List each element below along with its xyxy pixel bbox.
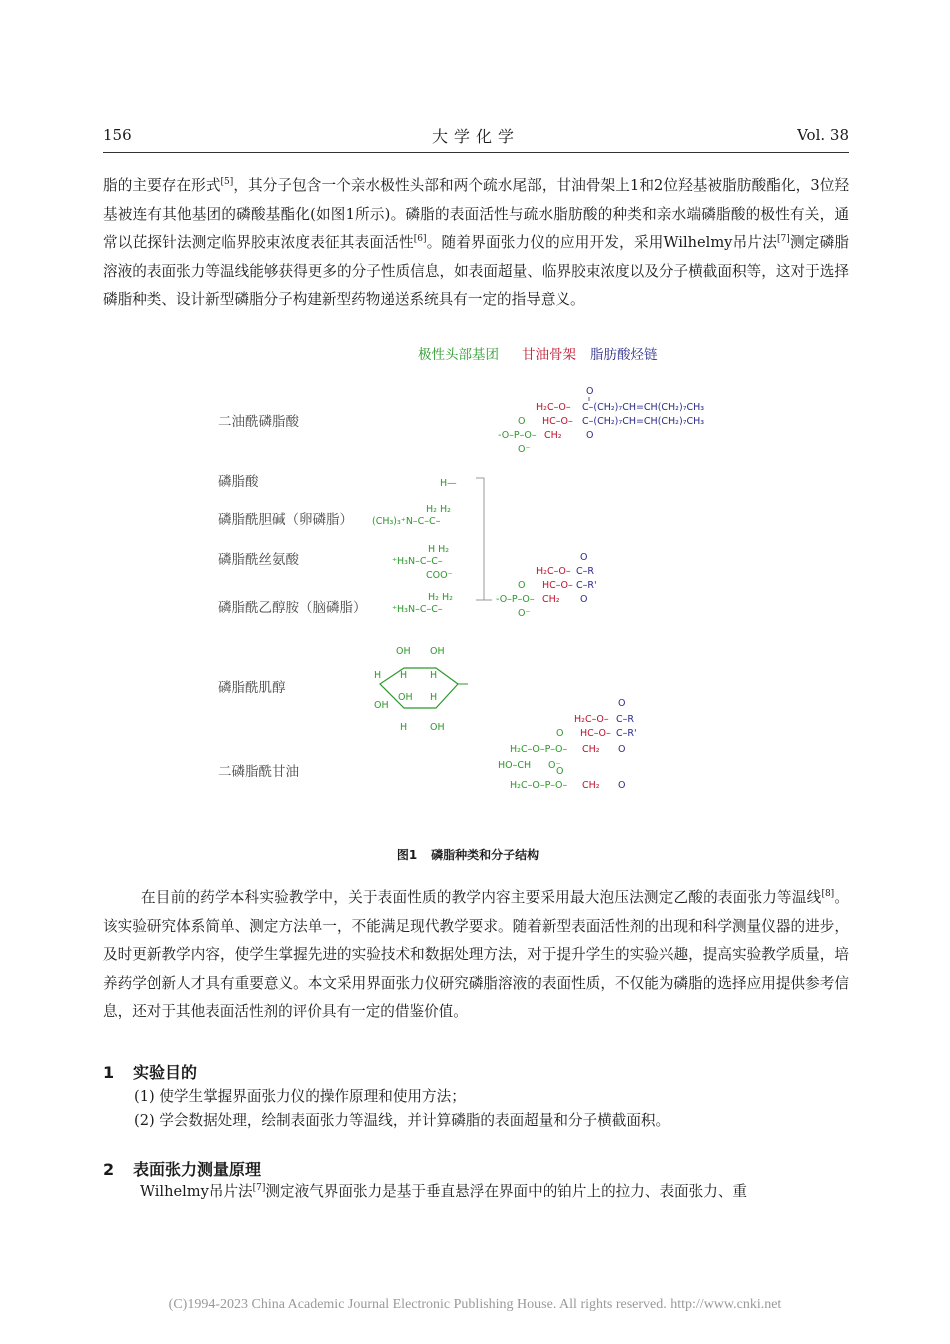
- svg-text:OH: OH: [374, 700, 389, 711]
- label-pi: 磷脂酰肌醇: [218, 680, 286, 696]
- svg-text:O: O: [556, 728, 564, 739]
- svg-text:O: O: [618, 780, 626, 791]
- svg-text:H₂ H₂: H₂ H₂: [426, 504, 451, 515]
- svg-text:-O–P–O–: -O–P–O–: [496, 594, 535, 605]
- section-1-heading: 1 实验目的: [103, 1063, 198, 1082]
- svg-text:O: O: [518, 580, 526, 591]
- svg-text:H₂C–O–P–O–: H₂C–O–P–O–: [510, 744, 568, 755]
- svg-text:C–R: C–R: [616, 714, 634, 725]
- svg-text:H: H: [374, 670, 382, 681]
- svg-text:CH₂: CH₂: [544, 430, 562, 441]
- label-pe: 磷脂酰乙醇胺（脑磷脂）: [218, 600, 367, 616]
- svg-text:C–R': C–R': [576, 580, 597, 591]
- paragraph-1: 脂的主要存在形式[5]，其分子包含一个亲水极性头部和两个疏水尾部，甘油骨架上1和2位羟基被脂肪酸酯化，3位羟基被连有其他基团的磷酸基酯化(如图1所示)。磷脂的表面活性与疏水脂肪酸的种类和亲水端磷脂酸的极性有关，通常以芘探针法测定临界胶束浓度表征其表面活性[6]。随着界面张力仪的应用开发，采用Wilhelmy吊片法[7]测定磷脂溶液的表面张力等温线能够获得更多的分子性质信息，如表面超量、临界胶束浓度以及分子横截面积等，这对于选择磷脂种类、设计新型磷脂分子构建新型药物递送系统具有一定的指导意义。: [103, 177, 849, 309]
- svg-text:HO–CH: HO–CH: [498, 760, 532, 771]
- svg-text:H H₂: H H₂: [428, 544, 450, 555]
- dopa-structure: [498, 386, 704, 455]
- svg-text:H: H: [430, 692, 438, 703]
- page-number: 156: [103, 126, 132, 144]
- citation[interactable]: [6]: [413, 234, 427, 245]
- legend-glycerol: 甘油骨架: [522, 347, 576, 363]
- svg-text:O: O: [518, 416, 526, 427]
- citation[interactable]: [7]: [252, 1183, 266, 1194]
- objective-item-2: (2) 学会数据处理，绘制表面张力等温线，并计算磷脂的表面超量和分子横截面积。: [134, 1112, 671, 1129]
- svg-text:⁺H₃N–C–C–: ⁺H₃N–C–C–: [392, 604, 443, 615]
- section-2-heading: 2 表面张力测量原理: [103, 1160, 262, 1179]
- svg-text:O⁻: O⁻: [518, 608, 531, 619]
- svg-text:H: H: [430, 670, 438, 681]
- svg-text:OH: OH: [396, 646, 411, 657]
- paragraph-2: 在目前的药学本科实验教学中，关于表面性质的教学内容主要采用最大泡压法测定乙酸的表面张力等温线[8]。该实验研究体系简单、测定方法单一，不能满足现代教学要求。随着新型表面活性剂的出现和科学测量仪器的进步，及时更新教学内容，使学生掌握先进的实验技术和数据处理方法，对于提升学生的实验兴趣，提高实验教学质量，培养药学创新人才具有重要意义。本文采用界面张力仪研究磷脂溶液的表面性质，不仅能为磷脂的选择应用提供参考信息，还对于其他表面活性剂的评价具有一定的借鉴价值。: [103, 889, 849, 1021]
- volume-label: Vol. 38: [797, 126, 849, 144]
- svg-text:CH₂: CH₂: [582, 780, 600, 791]
- svg-text:O: O: [580, 594, 588, 605]
- svg-text:H₂C–O–P–O–: H₂C–O–P–O–: [510, 780, 568, 791]
- svg-text:C–R: C–R: [576, 566, 594, 577]
- label-pc: 磷脂酰胆碱（卵磷脂）: [218, 512, 353, 528]
- svg-text:H: H: [400, 670, 408, 681]
- svg-text:OH: OH: [398, 692, 413, 703]
- dpg-structure: [498, 698, 637, 791]
- journal-title: 大学化学: [431, 127, 520, 146]
- pc-headgroup: [372, 504, 451, 527]
- copyright-footer: (C)1994-2023 China Academic Journal Electronic Publishing House. All rights reserved. http://www.cnki.net: [168, 1297, 782, 1312]
- svg-text:OH: OH: [430, 722, 445, 733]
- svg-text:H₂C–O–: H₂C–O–: [574, 714, 609, 725]
- paragraph-3: Wilhelmy吊片法[7]测定液气界面张力是基于垂直悬浮在界面中的铂片上的拉力、表面张力、重: [140, 1183, 748, 1200]
- svg-text:O: O: [618, 744, 626, 755]
- svg-text:O: O: [618, 698, 626, 709]
- figure-phospholipid-structures: [200, 338, 760, 800]
- svg-text:C–(CH₂)₇CH=CH(CH₂)₇CH₃: C–(CH₂)₇CH=CH(CH₂)₇CH₃: [582, 416, 705, 427]
- svg-text:COO⁻: COO⁻: [426, 570, 453, 581]
- svg-text:CH₂: CH₂: [542, 594, 560, 605]
- label-dpg: 二磷脂酰甘油: [218, 764, 299, 780]
- svg-text:HC–O–: HC–O–: [580, 728, 611, 739]
- objective-item-1: (1) 使学生掌握界面张力仪的操作原理和使用方法；: [134, 1088, 466, 1105]
- svg-text:H—: H—: [440, 478, 457, 489]
- label-dopa: 二油酰磷脂酸: [218, 414, 299, 430]
- legend-fatty-acid: 脂肪酸烃链: [590, 347, 658, 363]
- svg-text:C–(CH₂)₇CH=CH(CH₂)₇CH₃: C–(CH₂)₇CH=CH(CH₂)₇CH₃: [582, 402, 705, 413]
- figure-caption: 图1 磷脂种类和分子结构: [396, 848, 540, 862]
- svg-text:HC–O–: HC–O–: [542, 580, 573, 591]
- pe-headgroup: [392, 592, 453, 615]
- svg-text:⁺H₃N–C–C–: ⁺H₃N–C–C–: [392, 556, 443, 567]
- label-ps: 磷脂酰丝氨酸: [218, 552, 299, 568]
- svg-text:-O–P–O–: -O–P–O–: [498, 430, 537, 441]
- legend-polar-head: 极性头部基团: [418, 347, 499, 363]
- citation[interactable]: [7]: [777, 234, 790, 245]
- label-pa: 磷脂酸: [218, 474, 259, 490]
- svg-text:OH: OH: [430, 646, 445, 657]
- citation[interactable]: [8]: [821, 889, 835, 900]
- header-rule: [103, 152, 849, 153]
- citation[interactable]: [5]: [220, 177, 234, 188]
- pi-headgroup: [374, 646, 468, 733]
- svg-text:O⁻: O⁻: [518, 444, 531, 455]
- svg-text:HC–O–: HC–O–: [542, 416, 573, 427]
- svg-text:O: O: [580, 552, 588, 563]
- svg-text:C–R': C–R': [616, 728, 637, 739]
- ps-headgroup: [392, 544, 453, 581]
- svg-text:H₂ H₂: H₂ H₂: [428, 592, 453, 603]
- svg-text:H₂C–O–: H₂C–O–: [536, 402, 571, 413]
- pa-headgroup: [440, 478, 457, 489]
- svg-text:O: O: [556, 766, 564, 777]
- svg-text:O⁻: O⁻: [548, 760, 561, 771]
- svg-text:O: O: [586, 386, 594, 397]
- svg-text:CH₂: CH₂: [582, 744, 600, 755]
- svg-text:O: O: [586, 430, 594, 441]
- svg-text:H₂C–O–: H₂C–O–: [536, 566, 571, 577]
- page-header: [103, 124, 849, 148]
- generic-backbone: [496, 552, 597, 619]
- svg-text:H: H: [400, 722, 408, 733]
- svg-text:(CH₃)₃⁺N–C–C–: (CH₃)₃⁺N–C–C–: [372, 516, 441, 527]
